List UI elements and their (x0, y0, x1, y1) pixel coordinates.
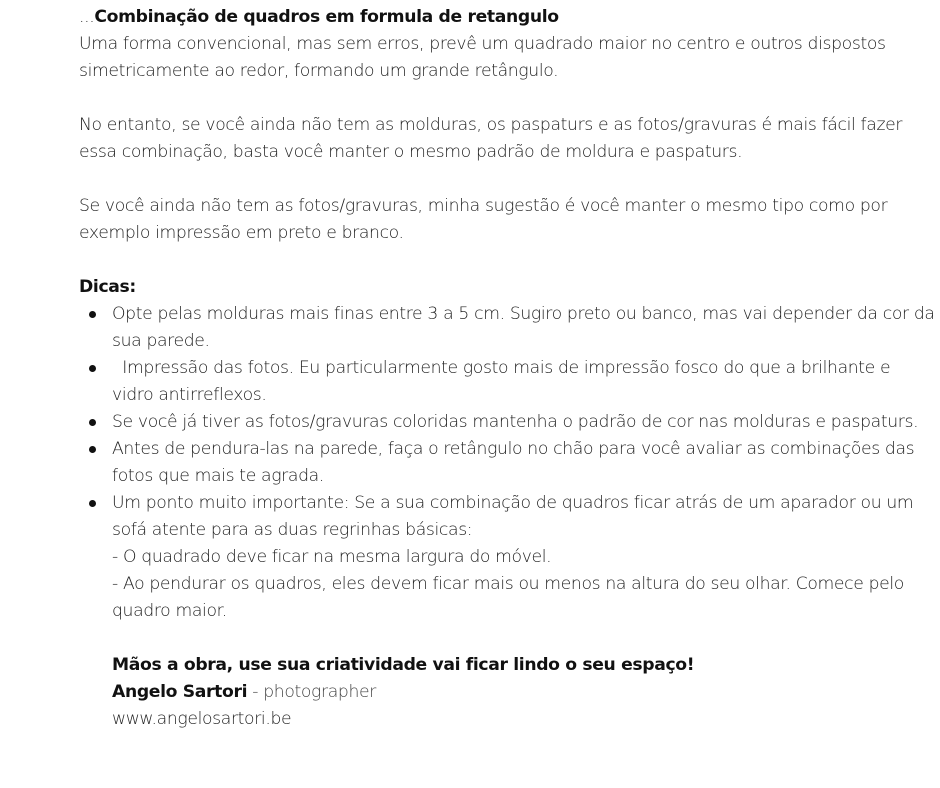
tip-text: Um ponto muito importante: Se a sua combinação de quadros ficar atrás de um aparador ou um sofá atente para as duas regrinhas básicas: (112, 493, 914, 540)
author-website: www.angelosartori.be (112, 709, 292, 729)
tip-item (79, 355, 935, 409)
closing-message: Mãos a obra, use sua criatividade vai ficar lindo o seu espaço! (112, 655, 695, 675)
tip-text: Opte pelas molduras mais finas entre 3 a 5 cm. Sugiro preto ou banco, mas vai depender da cor da sua parede. (112, 304, 935, 351)
tip-item (79, 490, 935, 625)
tip-item (79, 409, 935, 436)
tip-rule-width: - O quadrado deve ficar na mesma largura do móvel. (112, 547, 552, 567)
tip-item (79, 436, 935, 490)
author-role: - photographer (247, 682, 376, 702)
closing-block (79, 652, 935, 733)
tip-rule-height: - Ao pendurar os quadros, eles devem ficar mais ou menos na altura do seu olhar. Comece pelo quadro maior. (112, 574, 904, 621)
tip-text: Se você já tiver as fotos/gravuras coloridas mantenha o padrão de cor nas molduras e paspaturs. (112, 412, 919, 432)
paragraph-spacer (79, 85, 935, 112)
paragraph-3: Se você ainda não tem as fotos/gravuras, minha sugestão é você manter o mesmo tipo como por exemplo impressão em preto e branco. (79, 196, 888, 243)
author-name: Angelo Sartori (112, 682, 248, 702)
paragraph-spacer (79, 166, 935, 193)
section-title-line (79, 4, 935, 31)
tip-item (79, 301, 935, 355)
title-ellipsis: ... (79, 7, 95, 27)
signature-line (112, 679, 935, 706)
tips-heading: Dicas: (79, 277, 136, 297)
paragraph-2: No entanto, se você ainda não tem as molduras, os paspaturs e as fotos/gravuras é mais fácil fazer essa combinação, basta você manter o mesmo padrão de moldura e paspaturs. (79, 115, 903, 162)
paragraph-1: Uma forma convencional, mas sem erros, prevê um quadrado maior no centro e outros dispostos simetricamente ao redor, formando um grande retângulo. (79, 34, 886, 81)
tips-list (79, 301, 935, 625)
article-body (79, 4, 935, 733)
section-title: Combinação de quadros em formula de retangulo (94, 7, 559, 27)
tip-text: Impressão das fotos. Eu particularmente gosto mais de impressão fosco do que a brilhante e vidro antirreflexos. (112, 358, 896, 405)
tip-text: Antes de pendura-las na parede, faça o retângulo no chão para você avaliar as combinações das fotos que mais te agrada. (112, 439, 915, 486)
paragraph-spacer (79, 247, 935, 274)
closing-spacer (79, 625, 935, 652)
